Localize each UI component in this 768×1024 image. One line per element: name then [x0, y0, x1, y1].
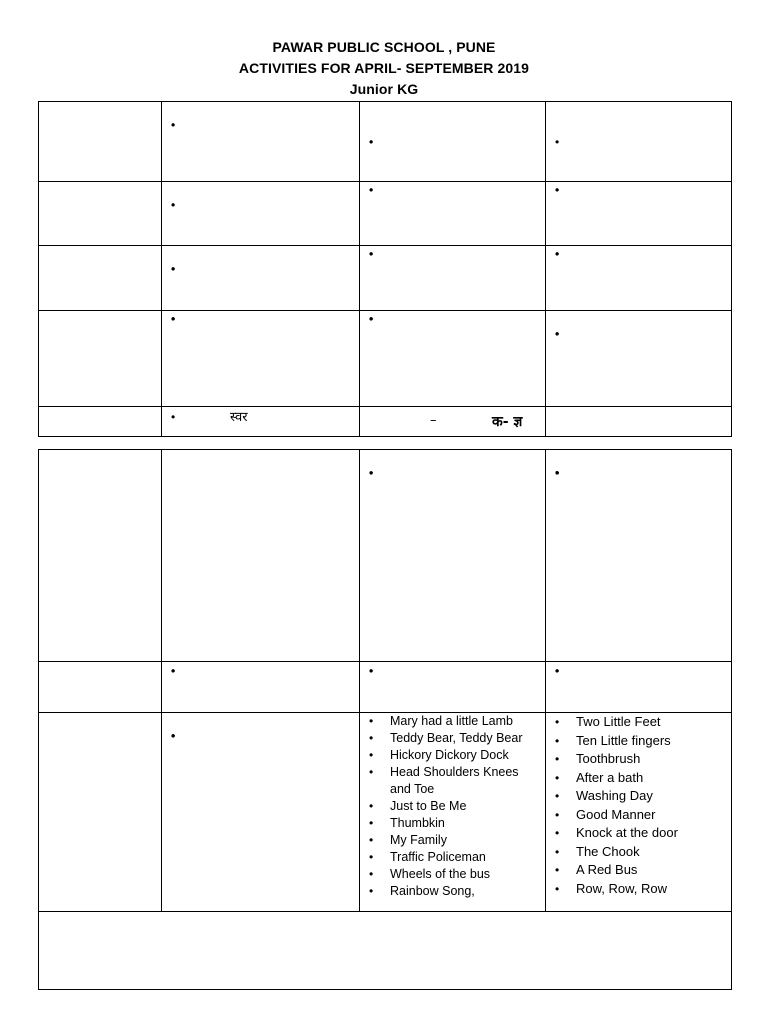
rhyme-item: • The Chook: [546, 843, 731, 862]
table-cell: [162, 102, 360, 182]
table-cell: [360, 450, 546, 662]
rhyme-item: • Ten Little fingers: [546, 732, 731, 751]
table-cell: [546, 450, 732, 662]
table-cell: [360, 662, 546, 713]
school-name: PAWAR PUBLIC SCHOOL , PUNE: [272, 39, 496, 55]
table-cell: [360, 182, 546, 246]
rhyme-item: • Mary had a little Lamb: [360, 713, 545, 730]
document-title: ACTIVITIES FOR APRIL- SEPTEMBER 2019: [238, 60, 530, 76]
table-cell: [162, 407, 360, 437]
table-cell: [39, 102, 162, 182]
table-cell: [360, 311, 546, 407]
table-cell: [546, 246, 732, 311]
hindi-letters: क- ज्ञ: [492, 414, 523, 430]
table-cell: [39, 713, 162, 912]
rhyme-item: • Good Manner: [546, 806, 731, 825]
table-cell: [162, 713, 360, 912]
table-row: [39, 311, 732, 407]
rhyme-item: • Head Shoulders Knees: [360, 764, 545, 781]
rhyme-item: • After a bath: [546, 769, 731, 788]
table-cell: [162, 246, 360, 311]
activities-table-2: [38, 449, 732, 990]
table-row: [39, 246, 732, 311]
table-row: [39, 102, 732, 182]
rhyme-item: • A Red Bus: [546, 861, 731, 880]
hindi-dash: –: [430, 413, 437, 428]
table-cell: [162, 662, 360, 713]
table-row: [39, 450, 732, 662]
table-cell: [39, 246, 162, 311]
rhyme-item: • Toothbrush: [546, 750, 731, 769]
table-row: [39, 912, 732, 990]
rhyme-item: • Traffic Policeman: [360, 849, 545, 866]
table-cell-empty-footer: [39, 912, 732, 990]
rhyme-item: • Just to Be Me: [360, 798, 545, 815]
table-cell: [546, 182, 732, 246]
table-cell: [546, 713, 732, 912]
table-cell: [546, 311, 732, 407]
rhyme-item-continuation: and Toe: [390, 782, 435, 796]
bullet-item: [162, 409, 359, 427]
table-cell: [162, 182, 360, 246]
table-cell: [39, 662, 162, 713]
swar-label: स्वर: [230, 410, 248, 425]
table-cell: [546, 102, 732, 182]
table-cell: [546, 662, 732, 713]
rhyme-item: • Rainbow Song,: [360, 883, 545, 900]
table-row: [39, 662, 732, 713]
table-cell: [39, 311, 162, 407]
rhyme-item: • Teddy Bear, Teddy Bear: [360, 730, 545, 747]
table-row: [39, 407, 732, 437]
rhyme-item: • Wheels of the bus: [360, 866, 545, 883]
table-cell: [39, 182, 162, 246]
rhyme-item: • Thumbkin: [360, 815, 545, 832]
activities-table-1: [38, 101, 732, 437]
table-cell: [546, 407, 732, 437]
rhyme-item: • Row, Row, Row: [546, 880, 731, 899]
table-cell: [39, 407, 162, 437]
rhyme-item: • Two Little Feet: [546, 713, 731, 732]
table-cell: [39, 450, 162, 662]
class-name: Junior KG: [349, 81, 419, 97]
rhyme-item: • My Family: [360, 832, 545, 849]
table-cell: [360, 246, 546, 311]
rhyme-item: • Knock at the door: [546, 824, 731, 843]
table-cell: [360, 102, 546, 182]
table-cell: [162, 450, 360, 662]
rhyme-item: • Washing Day: [546, 787, 731, 806]
table-cell: [360, 407, 546, 437]
table-row: [39, 713, 732, 912]
table-cell: [162, 311, 360, 407]
table-row: [39, 182, 732, 246]
rhyme-item: • Hickory Dickory Dock: [360, 747, 545, 764]
table-cell: [360, 713, 546, 912]
